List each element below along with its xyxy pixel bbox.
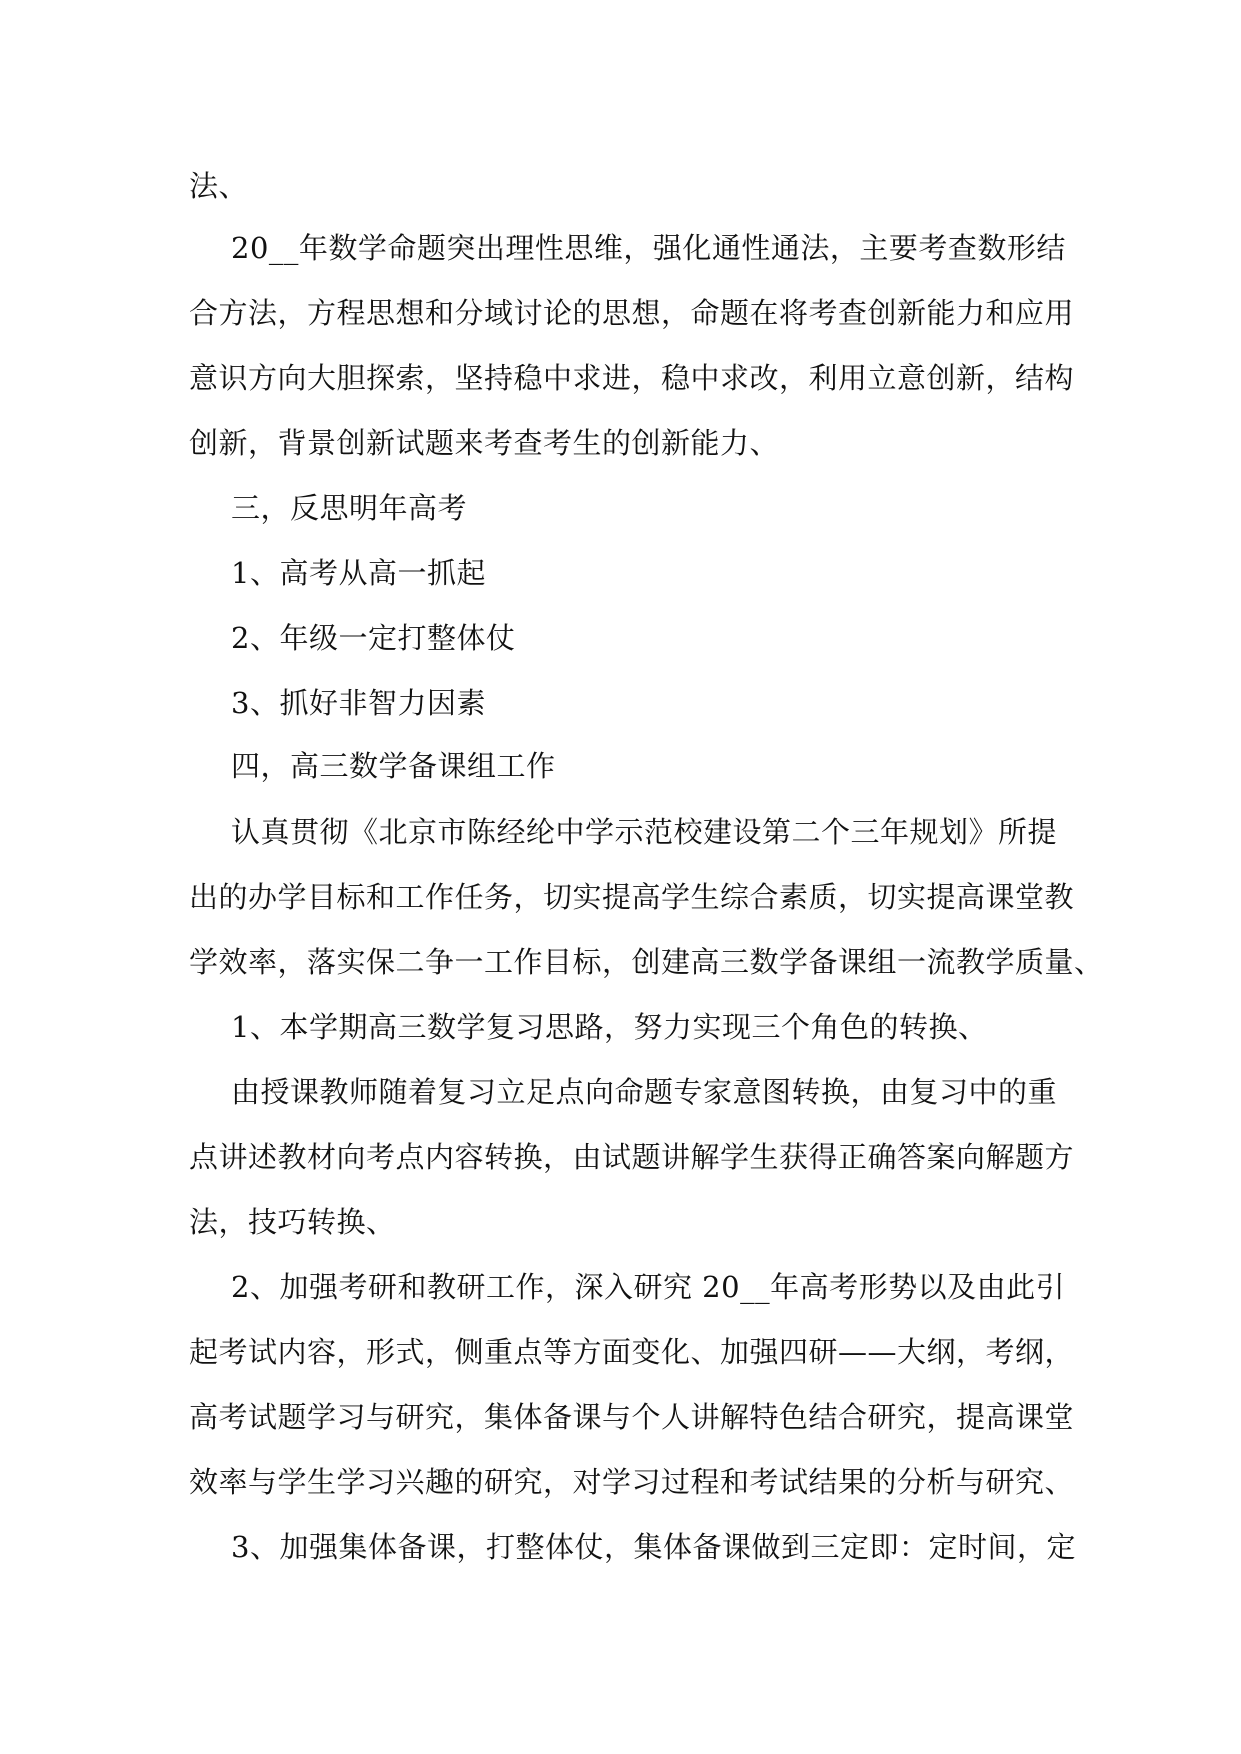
text-line: 起考试内容，形式，侧重点等方面变化、加强四研——大纲，考纲，	[189, 1335, 1075, 1369]
list-item: 2、年级一定打整体仗	[231, 621, 516, 655]
text-line: 意识方向大胆探索，坚持稳中求进，稳中求改，利用立意创新，结构	[189, 361, 1075, 395]
text-line: 由授课教师随着复习立足点向命题专家意图转换，由复习中的重	[231, 1075, 1058, 1109]
section-heading: 三，反思明年高考	[231, 491, 468, 525]
text-line: 法，技巧转换、	[189, 1205, 396, 1239]
list-item: 1、高考从高一抓起	[231, 556, 486, 590]
text-line: 认真贯彻《北京市陈经纶中学示范校建设第二个三年规划》所提	[231, 815, 1058, 849]
section-heading: 四，高三数学备课组工作	[231, 749, 556, 783]
text-line: 3、加强集体备课，打整体仗，集体备课做到三定即：定时间，定	[231, 1530, 1076, 1564]
text-line: 高考试题学习与研究，集体备课与个人讲解特色结合研究，提高课堂	[189, 1400, 1075, 1434]
text-line: 20__年数学命题突出理性思维，强化通性通法，主要考查数形结	[231, 231, 1066, 265]
text-line: 1、本学期高三数学复习思路，努力实现三个角色的转换、	[231, 1010, 988, 1044]
text-line: 创新，背景创新试题来考查考生的创新能力、	[189, 426, 780, 460]
text-line: 合方法，方程思想和分域讨论的思想，命题在将考查创新能力和应用	[189, 296, 1075, 330]
text-line: 点讲述教材向考点内容转换，由试题讲解学生获得正确答案向解题方	[189, 1140, 1075, 1174]
list-item: 3、抓好非智力因素	[231, 686, 486, 720]
text-line: 效率与学生学习兴趣的研究，对学习过程和考试结果的分析与研究、	[189, 1465, 1075, 1499]
text-line: 法、	[189, 169, 249, 203]
text-line: 出的办学目标和工作任务，切实提高学生综合素质，切实提高课堂教	[189, 880, 1075, 914]
text-line: 2、加强考研和教研工作，深入研究 20__年高考形势以及由此引	[231, 1270, 1066, 1304]
text-line: 学效率，落实保二争一工作目标，创建高三数学备课组一流教学质量、	[189, 945, 1104, 979]
